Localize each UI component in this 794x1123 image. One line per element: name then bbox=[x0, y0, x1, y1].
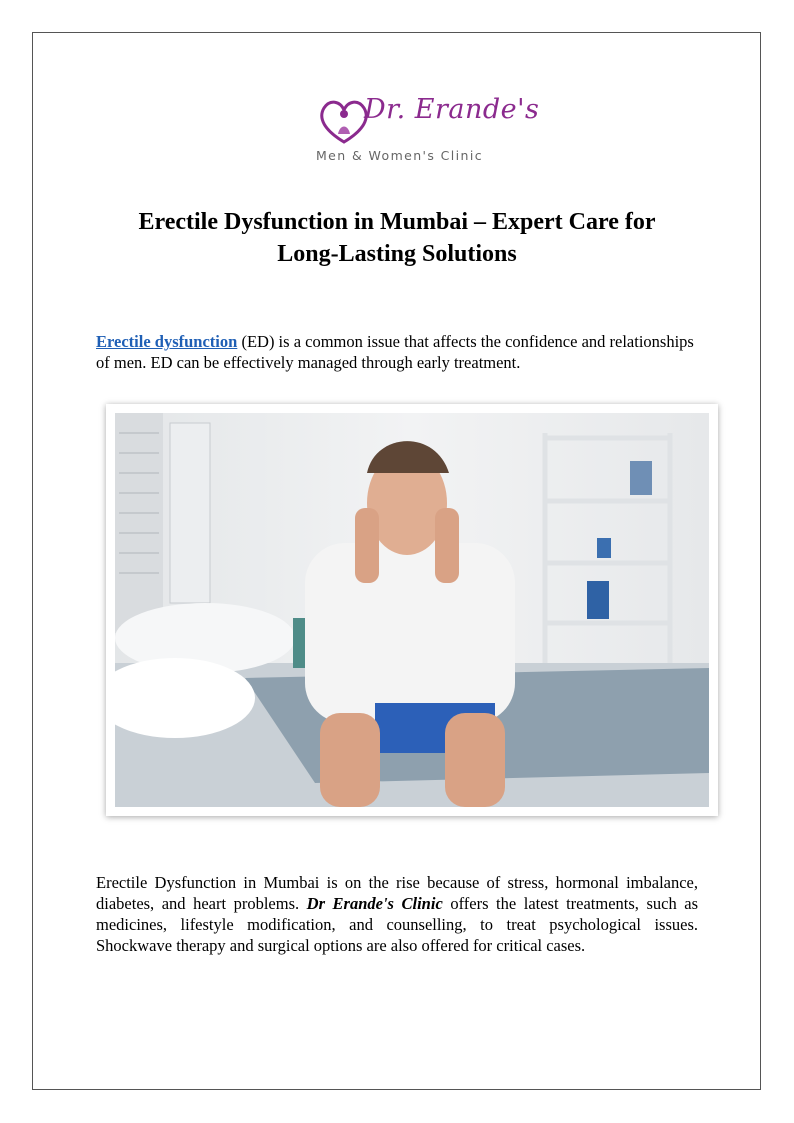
page-title bbox=[60, 206, 734, 270]
logo-tagline: Men & Women's Clinic bbox=[316, 148, 484, 163]
clinic-name: Dr Erande's Clinic bbox=[306, 894, 443, 913]
body-text-2: offers the latest treatments, such as medicines, lifestyle modification, and counselling, to treat psychological issues. Shockwave therapy and surgical options are also offered for critical cases. bbox=[96, 894, 698, 955]
logo-name: Dr. Erande's bbox=[364, 94, 540, 125]
title-line-1: Erectile Dysfunction in Mumbai – Expert Care for bbox=[138, 209, 656, 235]
photo-illustration bbox=[115, 413, 709, 807]
clinic-logo bbox=[310, 92, 540, 174]
photo-frame bbox=[106, 404, 718, 816]
title-line-2: Long-Lasting Solutions bbox=[277, 241, 517, 267]
man-on-bed-photo bbox=[115, 413, 709, 807]
body-paragraph bbox=[96, 872, 698, 956]
intro-paragraph bbox=[96, 331, 706, 373]
body-text-1: Erectile Dysfunction in Mumbai is on the rise because of stress, hormonal imbalance, diabetes, and heart problems. bbox=[96, 873, 698, 913]
erectile-dysfunction-link[interactable]: Erectile dysfunction bbox=[96, 332, 238, 351]
intro-text: (ED) is a common issue that affects the confidence and relationships of men. ED can be effectively managed through early treatment. bbox=[96, 332, 694, 372]
